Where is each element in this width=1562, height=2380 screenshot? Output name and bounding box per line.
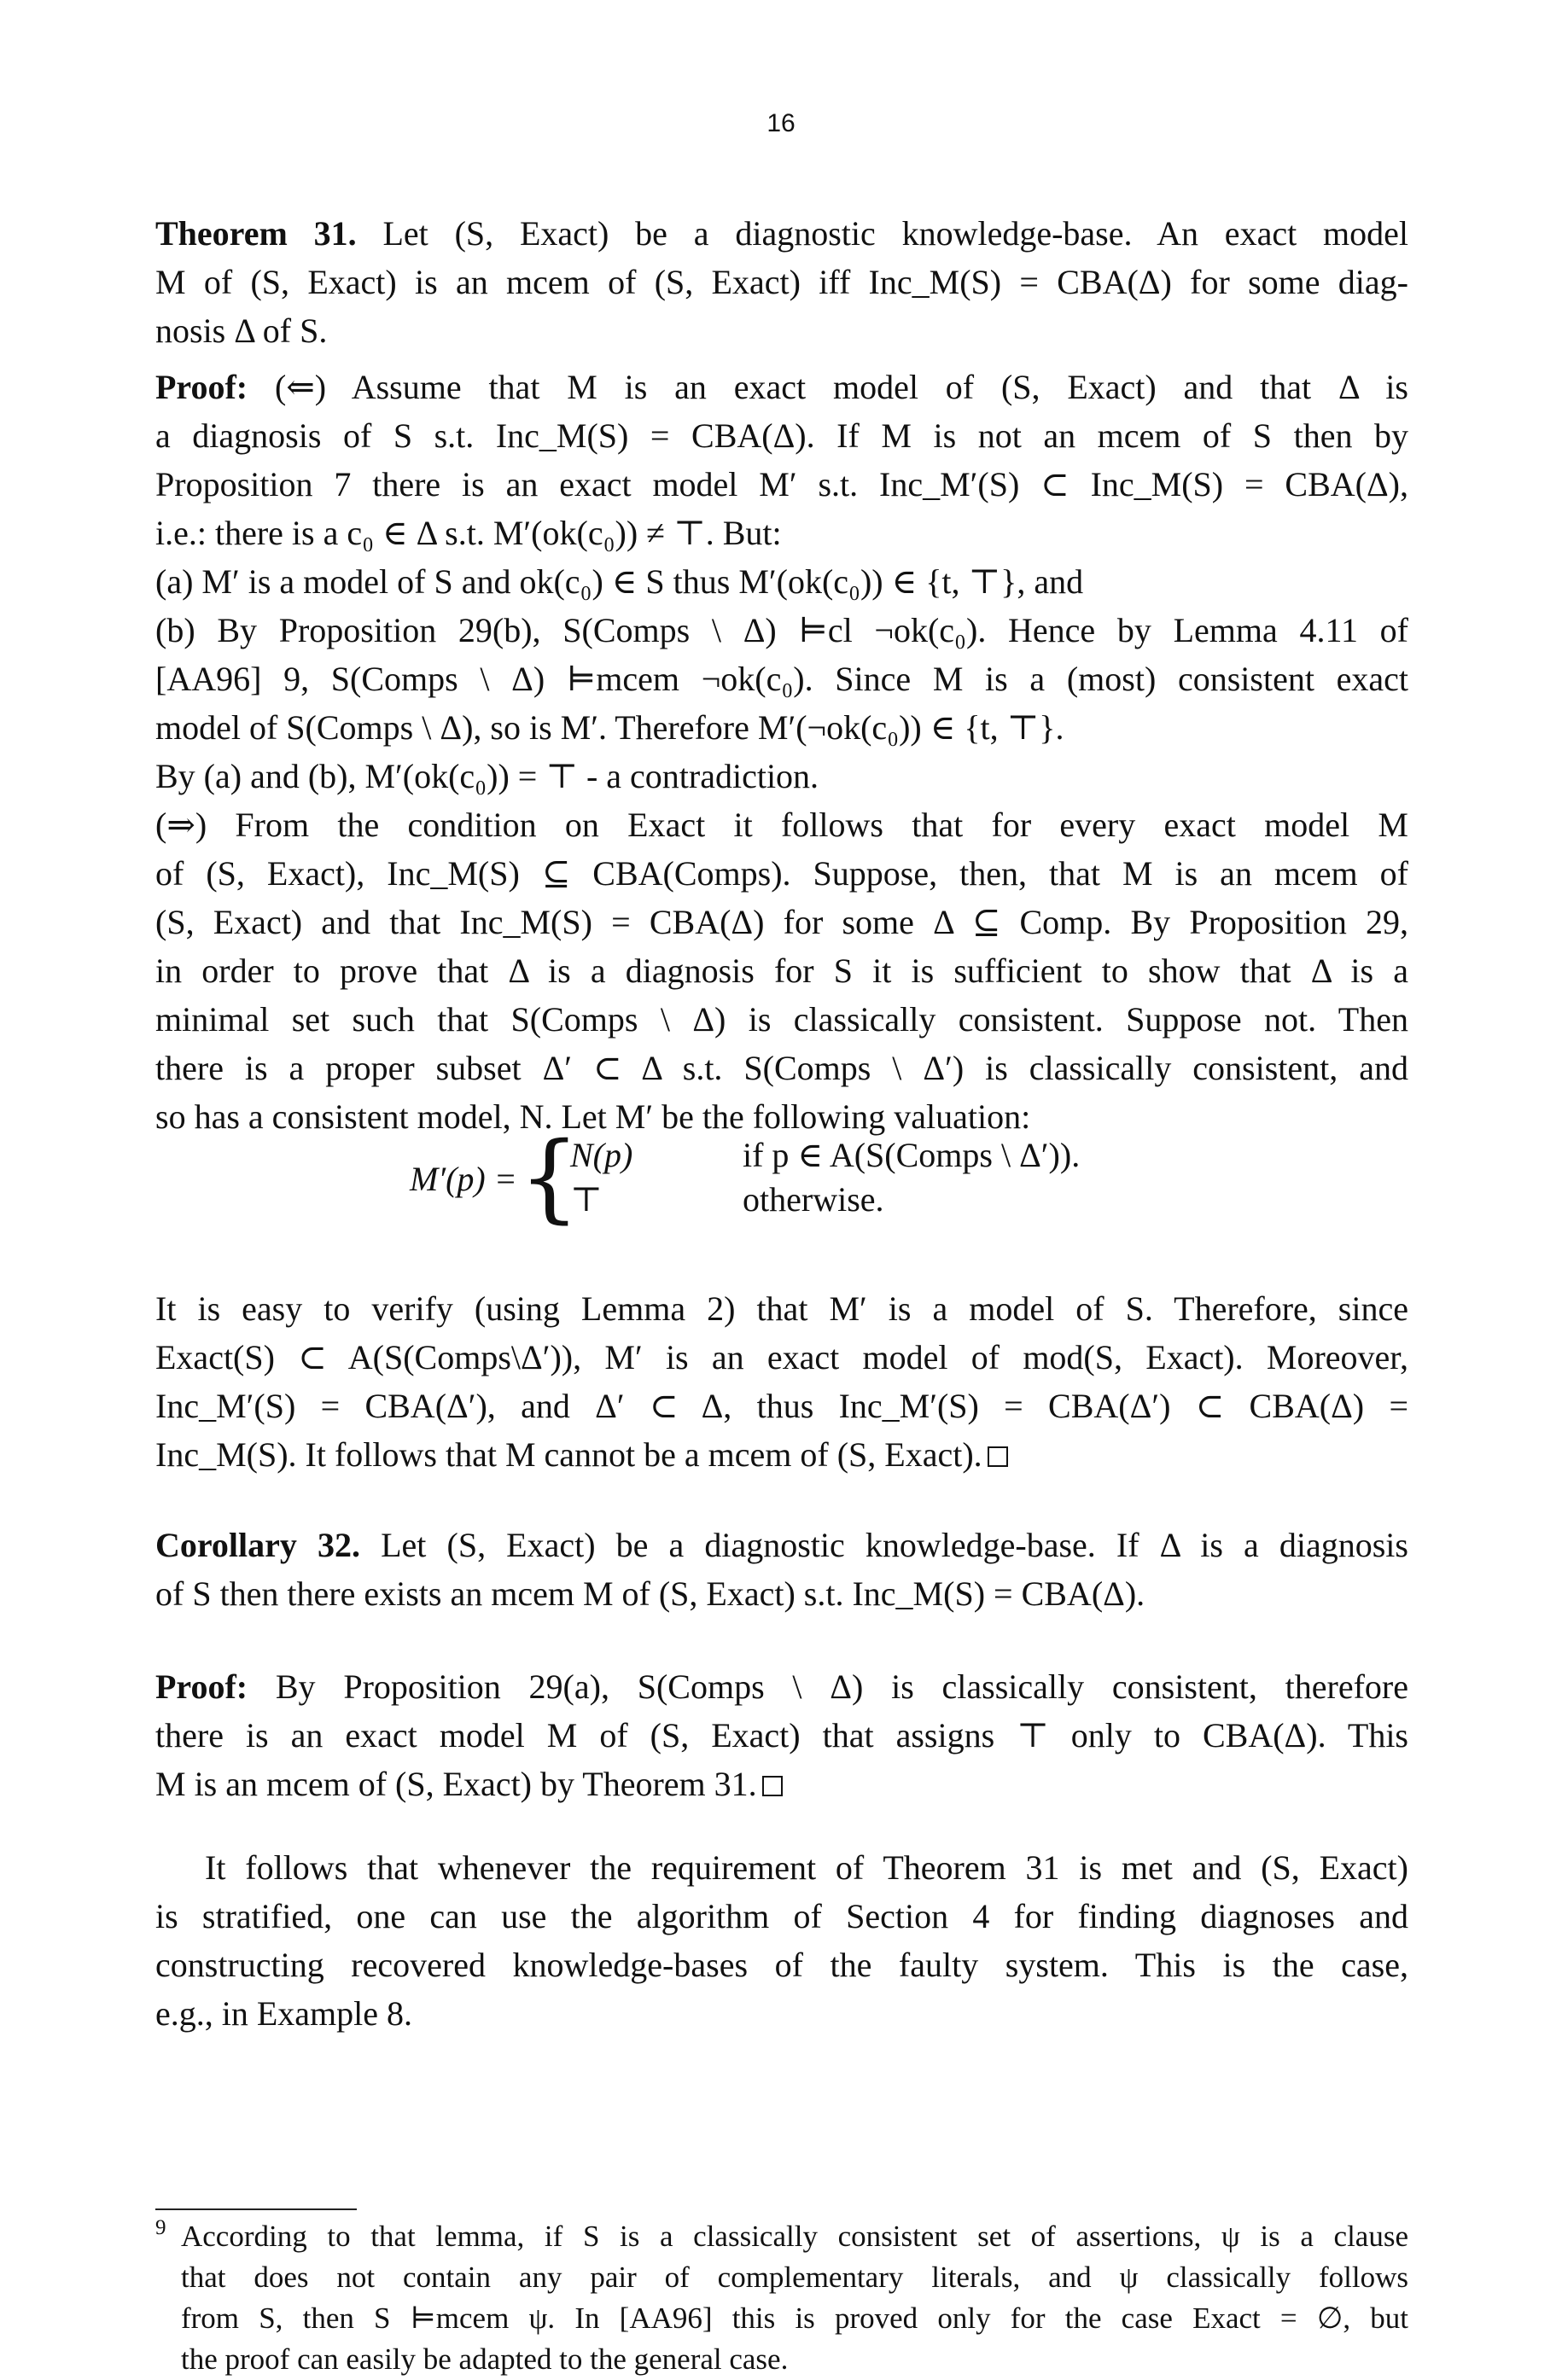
proof-line: minimal set such that S(Comps \ Δ) is classically consistent. Suppose not. Then: [155, 1000, 1408, 1039]
proof-line: Inc_M(S). It follows that M cannot be a mcem of (S, Exact).: [155, 1435, 982, 1474]
paragraph-line: constructing recovered knowledge-bases of the faulty system. This is the case,: [155, 1946, 1408, 1984]
case2-condition: otherwise.: [743, 1180, 884, 1219]
proof-line: model of S(Comps \ Δ), so is M′. Therefore M′(¬ok(c₀)) ∈ {t, ⊤}.: [155, 708, 1064, 747]
proof-line: It is easy to verify (using Lemma 2) that M′ is a model of S. Therefore, since: [155, 1289, 1408, 1328]
proof-continuation: [155, 1284, 1408, 1479]
case2-value: ⊤: [570, 1180, 603, 1219]
paragraph-line: It follows that whenever the requirement of Theorem 31 is met and (S, Exact): [205, 1848, 1408, 1887]
theorem-line: Let (S, Exact) be a diagnostic knowledge-base. An exact model: [356, 214, 1408, 253]
footnote-mark: 9: [155, 2216, 166, 2239]
proof-corollary-32: [155, 1662, 1408, 1808]
proof-line: so has a consistent model, N. Let M′ be the following valuation:: [155, 1097, 1031, 1136]
proof-line: in order to prove that Δ is a diagnosis for S it is sufficient to show that Δ is a: [155, 951, 1408, 990]
proof-line: M is an mcem of (S, Exact) by Theorem 31.: [155, 1765, 757, 1803]
closing-paragraph: [155, 1843, 1408, 2038]
theorem-line: M of (S, Exact) is an mcem of (S, Exact) iff Inc_M(S) = CBA(Δ) for some diag-: [155, 263, 1408, 301]
proof-line: (⇒) From the condition on Exact it follows that for every exact model M: [155, 806, 1408, 844]
proof-line: there is an exact model M of (S, Exact) that assigns ⊤ only to CBA(Δ). This: [155, 1716, 1408, 1754]
proof-line: (b) By Proposition 29(b), S(Comps \ Δ) ⊨cl ¬ok(c₀). Hence by Lemma 4.11 of: [155, 611, 1408, 649]
proof-theorem-31: [155, 363, 1408, 1141]
proof-line: there is a proper subset Δ′ ⊂ Δ s.t. S(Comps \ Δ′) is classically consistent, and: [155, 1049, 1408, 1087]
proof-line: Inc_M′(S) = CBA(Δ′), and Δ′ ⊂ Δ, thus Inc_M′(S) = CBA(Δ′) ⊂ CBA(Δ) =: [155, 1387, 1408, 1425]
corollary-line: Let (S, Exact) be a diagnostic knowledge-base. If Δ is a diagnosis: [360, 1526, 1408, 1564]
proof-line: By Proposition 29(a), S(Comps \ Δ) is classically consistent, therefore: [248, 1667, 1408, 1706]
valuation-equation: [410, 1122, 1263, 1233]
proof-label: Proof:: [155, 1667, 248, 1706]
proof-line: (a) M′ is a model of S and ok(c₀) ∈ S thus M′(ok(c₀)) ∈ {t, ⊤}, and: [155, 562, 1084, 601]
proof-line: By (a) and (b), M′(ok(c₀)) = ⊤ - a contradiction.: [155, 757, 819, 795]
case1-value: N(p): [570, 1136, 633, 1174]
case1-condition: if p ∈ A(S(Comps \ Δ′)).: [743, 1136, 1081, 1174]
page-number: 16: [766, 109, 796, 137]
footnote-line: that does not contain any pair of complementary literals, and ψ classically follows: [181, 2261, 1408, 2294]
footnote-line: According to that lemma, if S is a classically consistent set of assertions, ψ is a clause: [181, 2220, 1408, 2253]
proof-line: of (S, Exact), Inc_M(S) ⊆ CBA(Comps). Suppose, then, that M is an mcem of: [155, 854, 1408, 893]
proof-line: (⇐) Assume that M is an exact model of (S, Exact) and that Δ is: [248, 368, 1408, 406]
paragraph-line: e.g., in Example 8.: [155, 1994, 413, 2033]
equation-lhs: M′(p) =: [410, 1160, 517, 1198]
footnote-line: from S, then S ⊨mcem ψ. In [AA96] this is proved only for the case Exact = ∅, but: [181, 2301, 1408, 2335]
proof-line: Proposition 7 there is an exact model M′ s.t. Inc_M′(S) ⊂ Inc_M(S) = CBA(Δ),: [155, 465, 1408, 503]
theorem-line: nosis Δ of S.: [155, 311, 328, 350]
theorem-31: [155, 209, 1408, 355]
proof-label: Proof:: [155, 368, 248, 406]
proof-line: i.e.: there is a c₀ ∈ Δ s.t. M′(ok(c₀)) ≠ ⊤. But:: [155, 514, 782, 552]
qed-icon: [988, 1446, 1008, 1467]
footnote-9: [155, 2216, 1408, 2380]
left-brace-icon: {: [519, 1122, 580, 1233]
theorem-label: Theorem 31.: [155, 214, 357, 253]
proof-line: [AA96] 9, S(Comps \ Δ) ⊨mcem ¬ok(c₀). Since M is a (most) consistent exact: [155, 660, 1408, 698]
proof-line: a diagnosis of S s.t. Inc_M(S) = CBA(Δ). If M is not an mcem of S then by: [155, 416, 1408, 455]
footnote-line: the proof can easily be adapted to the general case.: [181, 2342, 789, 2376]
proof-line: Exact(S) ⊂ A(S(Comps\Δ′)), M′ is an exact model of mod(S, Exact). Moreover,: [155, 1338, 1408, 1376]
corollary-32: [155, 1521, 1408, 1618]
proof-line: (S, Exact) and that Inc_M(S) = CBA(Δ) for some Δ ⊆ Comp. By Proposition 29,: [155, 903, 1408, 941]
footnote-rule: [155, 2208, 357, 2210]
corollary-line: of S then there exists an mcem M of (S, Exact) s.t. Inc_M(S) = CBA(Δ).: [155, 1574, 1145, 1613]
corollary-label: Corollary 32.: [155, 1526, 360, 1564]
qed-icon: [762, 1776, 783, 1796]
paragraph-line: is stratified, one can use the algorithm of Section 4 for finding diagnoses and: [155, 1897, 1408, 1935]
